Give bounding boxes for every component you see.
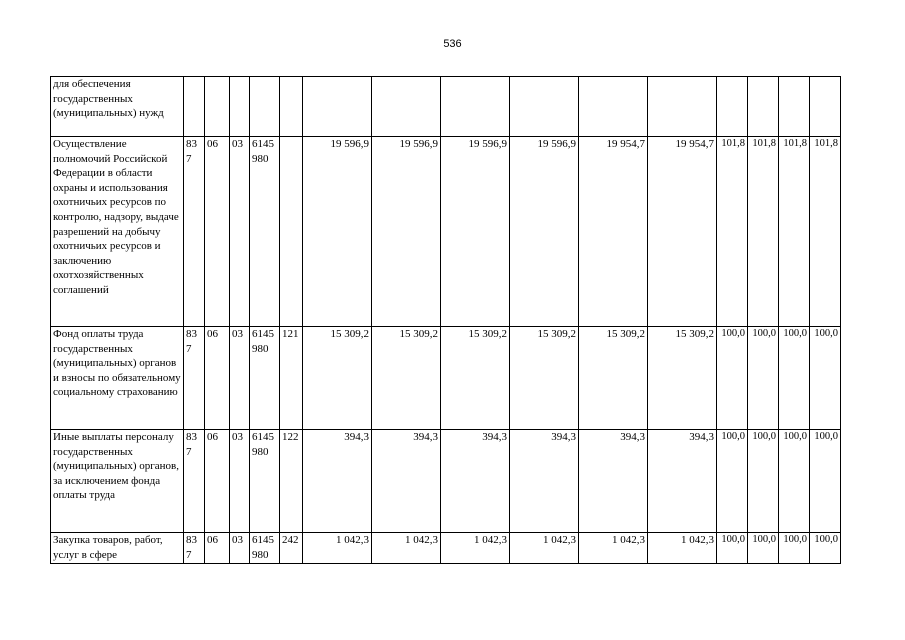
percent-cell	[779, 77, 810, 137]
amount-cell: 19 596,9	[372, 137, 441, 327]
table-row	[51, 533, 841, 564]
row-name-cell: Закупка товаров, работ, услуг в сфере	[51, 533, 184, 564]
percent-cell: 101,8	[779, 137, 810, 327]
amount-cell: 394,3	[510, 430, 579, 533]
amount-cell: 1 042,3	[579, 533, 648, 564]
percent-cell	[748, 77, 779, 137]
subsection-code-cell: 03	[230, 430, 250, 533]
amount-cell: 394,3	[648, 430, 717, 533]
subsection-code-cell: 03	[230, 137, 250, 327]
amount-cell: 15 309,2	[648, 327, 717, 430]
table-row	[51, 77, 841, 137]
row-name-cell: Фонд оплаты труда государственных (муниципальных) органов и взносы по обязательному социальному страхованию	[51, 327, 184, 430]
ved-code-cell: 837	[184, 430, 205, 533]
amount-cell: 19 596,9	[510, 137, 579, 327]
percent-cell: 101,8	[748, 137, 779, 327]
ved-code-cell: 837	[184, 327, 205, 430]
percent-cell: 100,0	[717, 327, 748, 430]
amount-cell: 19 596,9	[441, 137, 510, 327]
subsection-code-cell	[230, 77, 250, 137]
amount-cell	[372, 77, 441, 137]
expense-type-cell: 242	[280, 533, 303, 564]
target-article-cell: 6145 980	[250, 430, 280, 533]
amount-cell: 394,3	[441, 430, 510, 533]
section-code-cell: 06	[205, 533, 230, 564]
percent-cell: 100,0	[717, 533, 748, 564]
amount-cell: 15 309,2	[579, 327, 648, 430]
budget-table	[50, 76, 841, 564]
table-row	[51, 137, 841, 327]
section-code-cell	[205, 77, 230, 137]
percent-cell: 101,8	[717, 137, 748, 327]
percent-cell: 100,0	[748, 430, 779, 533]
amount-cell	[579, 77, 648, 137]
expense-type-cell	[280, 77, 303, 137]
percent-cell: 100,0	[779, 533, 810, 564]
page-number: 536	[443, 38, 462, 50]
row-name-cell: Осуществление полномочий Российской Федерации в области охраны и использования охотничьих ресурсов по контролю, надзору, выдаче разрешений на добычу охотничьих ресурсов и заключению охотхозяйственных соглашений	[51, 137, 184, 327]
percent-cell	[810, 77, 841, 137]
section-code-cell: 06	[205, 327, 230, 430]
amount-cell: 19 596,9	[303, 137, 372, 327]
percent-cell: 100,0	[748, 327, 779, 430]
amount-cell	[510, 77, 579, 137]
table-row	[51, 327, 841, 430]
percent-cell: 100,0	[810, 533, 841, 564]
amount-cell	[303, 77, 372, 137]
percent-cell: 100,0	[779, 430, 810, 533]
amount-cell: 1 042,3	[372, 533, 441, 564]
percent-cell: 100,0	[810, 430, 841, 533]
table-row	[51, 430, 841, 533]
section-code-cell: 06	[205, 430, 230, 533]
amount-cell: 394,3	[303, 430, 372, 533]
target-article-cell: 6145 980	[250, 137, 280, 327]
amount-cell	[441, 77, 510, 137]
expense-type-cell: 122	[280, 430, 303, 533]
section-code-cell: 06	[205, 137, 230, 327]
subsection-code-cell: 03	[230, 533, 250, 564]
subsection-code-cell: 03	[230, 327, 250, 430]
amount-cell: 394,3	[372, 430, 441, 533]
amount-cell: 19 954,7	[579, 137, 648, 327]
ved-code-cell: 837	[184, 533, 205, 564]
percent-cell	[717, 77, 748, 137]
amount-cell: 15 309,2	[441, 327, 510, 430]
amount-cell: 15 309,2	[303, 327, 372, 430]
row-name-cell: для обеспечения государственных (муниципальных) нужд	[51, 77, 184, 137]
ved-code-cell	[184, 77, 205, 137]
amount-cell: 15 309,2	[372, 327, 441, 430]
amount-cell: 1 042,3	[648, 533, 717, 564]
amount-cell: 1 042,3	[441, 533, 510, 564]
amount-cell: 15 309,2	[510, 327, 579, 430]
target-article-cell	[250, 77, 280, 137]
amount-cell: 1 042,3	[303, 533, 372, 564]
percent-cell: 100,0	[748, 533, 779, 564]
target-article-cell: 6145 980	[250, 327, 280, 430]
ved-code-cell: 837	[184, 137, 205, 327]
percent-cell: 100,0	[810, 327, 841, 430]
amount-cell: 394,3	[579, 430, 648, 533]
row-name-cell: Иные выплаты персоналу государственных (муниципальных) органов, за исключением фонда оплаты труда	[51, 430, 184, 533]
amount-cell	[648, 77, 717, 137]
percent-cell: 100,0	[717, 430, 748, 533]
expense-type-cell: 121	[280, 327, 303, 430]
amount-cell: 1 042,3	[510, 533, 579, 564]
percent-cell: 100,0	[779, 327, 810, 430]
percent-cell: 101,8	[810, 137, 841, 327]
target-article-cell: 6145 980	[250, 533, 280, 564]
amount-cell: 19 954,7	[648, 137, 717, 327]
expense-type-cell	[280, 137, 303, 327]
